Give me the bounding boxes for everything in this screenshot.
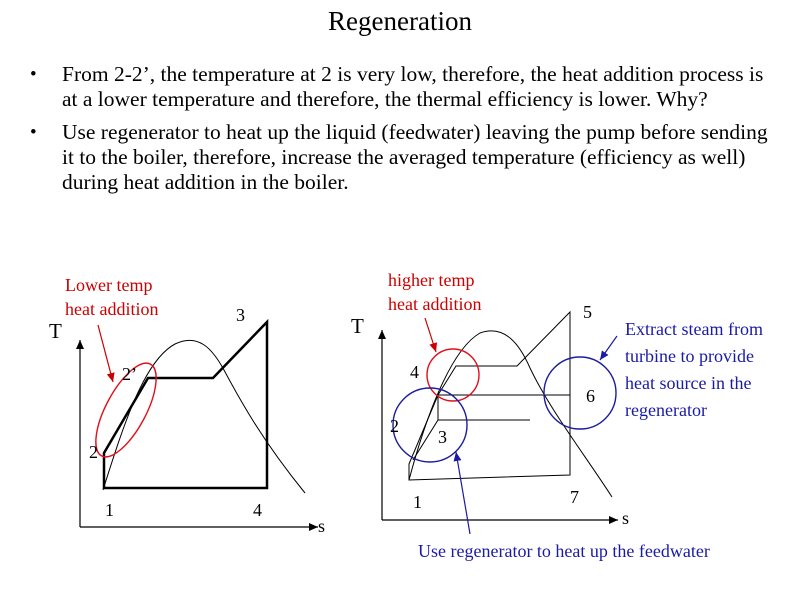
right-cycle-line [409,312,570,480]
right-point-4: 4 [410,362,419,382]
right-side-annotation-line4: regenerator [625,400,707,420]
bullet-icon: • [30,122,37,143]
right-side-annotation-line1: Extract steam from [625,319,763,339]
left-point-4: 4 [253,500,262,520]
left-ts-diagram [49,275,325,536]
left-annotation-line2: heat addition [65,299,159,319]
right-saturation-dome [409,331,612,497]
left-axis-label-t: T [49,319,62,343]
right-side-annotation-line3: heat source in the [625,373,752,393]
right-extraction-circle [544,357,616,429]
right-heat-addition-circle [427,349,479,401]
right-point-2: 2 [390,416,399,436]
left-annotation-line1: Lower temp [65,275,153,295]
left-cycle-line [104,322,267,488]
slide-title: Regeneration [328,6,472,36]
right-axis-label-t: T [351,314,364,338]
bullet-text: From 2-2’, the temperature at 2 is very low, therefore, the heat addition process is at a lower temperature and therefore, the thermal efficiency is lower. Why? [62,62,764,111]
right-point-3: 3 [438,427,447,447]
right-side-annotation-arrow [600,336,617,360]
right-top-annotation-arrow [425,318,436,352]
right-point-1: 1 [413,492,422,512]
right-axis-label-s: s [622,508,630,528]
right-point-6: 6 [586,386,595,406]
left-point-1: 1 [105,500,114,520]
bullet-icon: • [30,64,37,85]
right-ts-diagram [351,270,763,561]
right-point-5: 5 [583,302,592,322]
left-point-3: 3 [236,305,245,325]
right-bottom-annotation: Use regenerator to heat up the feedwater [418,541,710,561]
left-axis-label-s: s [318,516,326,536]
left-annotation-arrow [98,325,113,382]
right-top-annotation-line1: higher temp [388,270,475,290]
bullet-text: Use regenerator to heat up the liquid (feedwater) leaving the pump before sending it to the boiler, therefore, increase the averaged temperature (efficiency as well) during heat addition in the boiler. [62,120,768,194]
right-regenerator-circle [393,388,467,462]
right-side-annotation-line2: turbine to provide [625,346,754,366]
right-point-7: 7 [570,487,579,507]
left-point-2-prime: 2’ [122,364,137,384]
right-bottom-annotation-arrow [456,452,470,534]
left-point-2: 2 [89,442,98,462]
right-top-annotation-line2: heat addition [388,294,482,314]
